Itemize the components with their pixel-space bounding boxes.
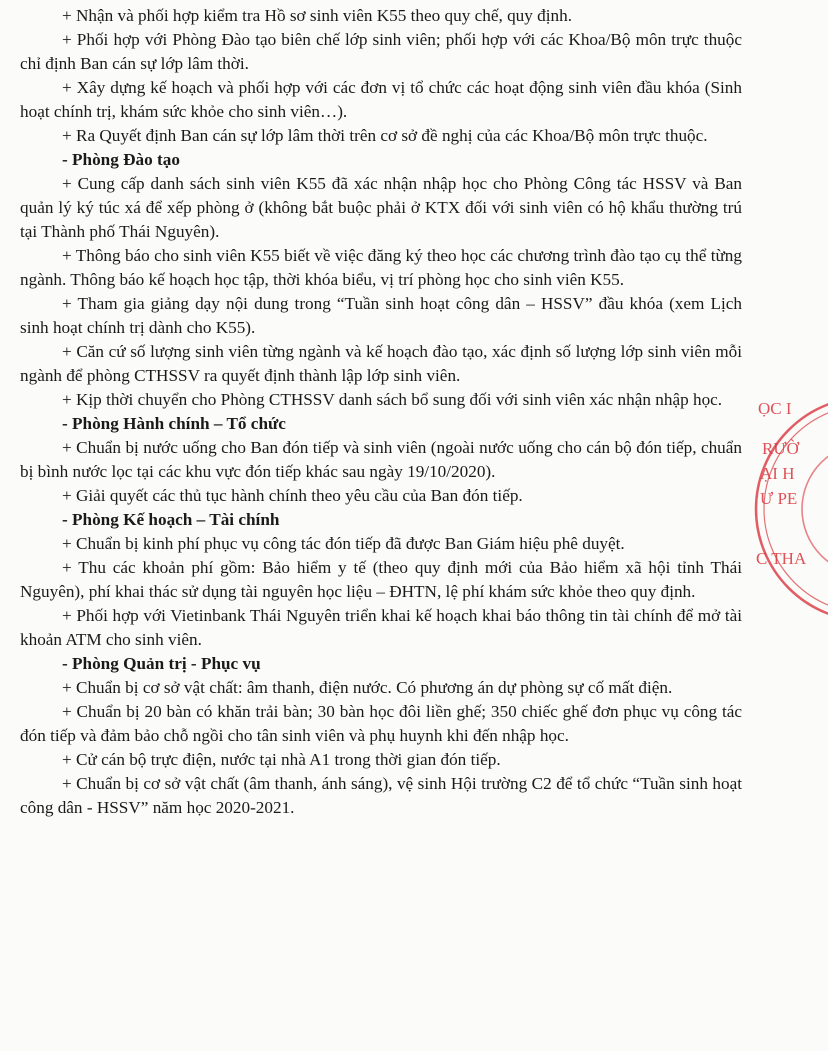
paragraph-text: + Ra Quyết định Ban cán sự lớp lâm thời trên cơ sở đề nghị của các Khoa/Bộ môn trực thuộc. [62,126,708,145]
stamp-line: C THA [756,549,807,568]
paragraph-text: + Tham gia giảng dạy nội dung trong “Tuần sinh hoạt công dân – HSSV” đầu khóa (xem Lịch sinh hoạt chính trị dành cho K55). [20,294,742,337]
paragraph-text: + Giải quyết các thủ tục hành chính theo yêu cầu của Ban đón tiếp. [62,486,523,505]
stamp-line: RƯỜ [762,439,799,458]
section-heading-dao-tao: - Phòng Đào tạo [62,150,180,169]
paragraph-text: + Cử cán bộ trực điện, nước tại nhà A1 trong thời gian đón tiếp. [62,750,501,769]
stamp-line: ỌC I [758,399,792,418]
paragraph-text: + Căn cứ số lượng sinh viên từng ngành và kế hoạch đào tạo, xác định số lượng lớp sinh viên mỗi ngành để phòng CTHSSV ra quyết định thành lập lớp sinh viên. [20,342,742,385]
paragraph-text: + Chuẩn bị cơ sở vật chất (âm thanh, ánh sáng), vệ sinh Hội trường C2 để tổ chức “Tuần sinh hoạt công dân - HSSV” năm học 2020-2021. [20,774,742,817]
paragraph-text: + Chuẩn bị kinh phí phục vụ công tác đón tiếp đã được Ban Giám hiệu phê duyệt. [62,534,625,553]
section-heading-quan-tri: - Phòng Quản trị - Phục vụ [62,654,261,673]
section-heading-hanh-chinh: - Phòng Hành chính – Tổ chức [62,414,286,433]
paragraph-text: + Xây dựng kế hoạch và phối hợp với các đơn vị tổ chức các hoạt động sinh viên đầu khóa (Sinh hoạt chính trị, khám sức khỏe cho sinh viên…). [20,78,742,121]
paragraph-text: + Phối hợp với Phòng Đào tạo biên chế lớp sinh viên; phối hợp với các Khoa/Bộ môn trực thuộc chỉ định Ban cán sự lớp lâm thời. [20,30,742,73]
stamp-line: ẠI H [760,464,795,483]
section-heading-ke-hoach-tai-chinh: - Phòng Kế hoạch – Tài chính [62,510,280,529]
red-seal-stamp [748,384,828,634]
stamp-line: Ư PE [760,489,798,508]
paragraph-text: + Cung cấp danh sách sinh viên K55 đã xác nhận nhập học cho Phòng Công tác HSSV và Ban quản lý ký túc xá để xếp phòng ở (không bắt buộc phải ở KTX đối với sinh viên có hộ khẩu thường trú tại Thành phố Thái Nguyên). [20,174,742,241]
document-page [20,4,742,820]
paragraph-text: + Nhận và phối hợp kiểm tra Hồ sơ sinh viên K55 theo quy chế, quy định. [62,6,573,25]
paragraph-text: + Phối hợp với Vietinbank Thái Nguyên triển khai kế hoạch khai báo thông tin tài chính để mở tài khoản ATM cho sinh viên. [20,606,742,649]
paragraph-text: + Chuẩn bị cơ sở vật chất: âm thanh, điện nước. Có phương án dự phòng sự cố mất điện. [62,678,673,697]
paragraph-text: + Kịp thời chuyển cho Phòng CTHSSV danh sách bổ sung đối với sinh viên xác nhận nhập học. [62,390,723,409]
paragraph-text: + Thông báo cho sinh viên K55 biết về việc đăng ký theo học các chương trình đào tạo cụ thể từng ngành. Thông báo kế hoạch học tập, thời khóa biểu, vị trí phòng học cho sinh viên K55. [20,246,742,289]
paragraph-text: + Chuẩn bị 20 bàn có khăn trải bàn; 30 bàn học đôi liền ghế; 350 chiếc ghế đơn phục vụ công tác đón tiếp và đảm bảo chỗ ngồi cho tân sinh viên và phụ huynh khi đến nhập học. [20,702,742,745]
paragraph-text: + Thu các khoản phí gồm: Bảo hiểm y tế (theo quy định mới của Bảo hiểm xã hội tỉnh Thái Nguyên), phí khai thác sử dụng tài nguyên học liệu – ĐHTN, lệ phí khám sức khỏe theo quy định. [20,558,742,601]
paragraph-text: + Chuẩn bị nước uống cho Ban đón tiếp và sinh viên (ngoài nước uống cho cán bộ đón tiếp, chuẩn bị bình nước lọc tại các khu vực đón tiếp khác sau ngày 19/10/2020). [20,438,742,481]
